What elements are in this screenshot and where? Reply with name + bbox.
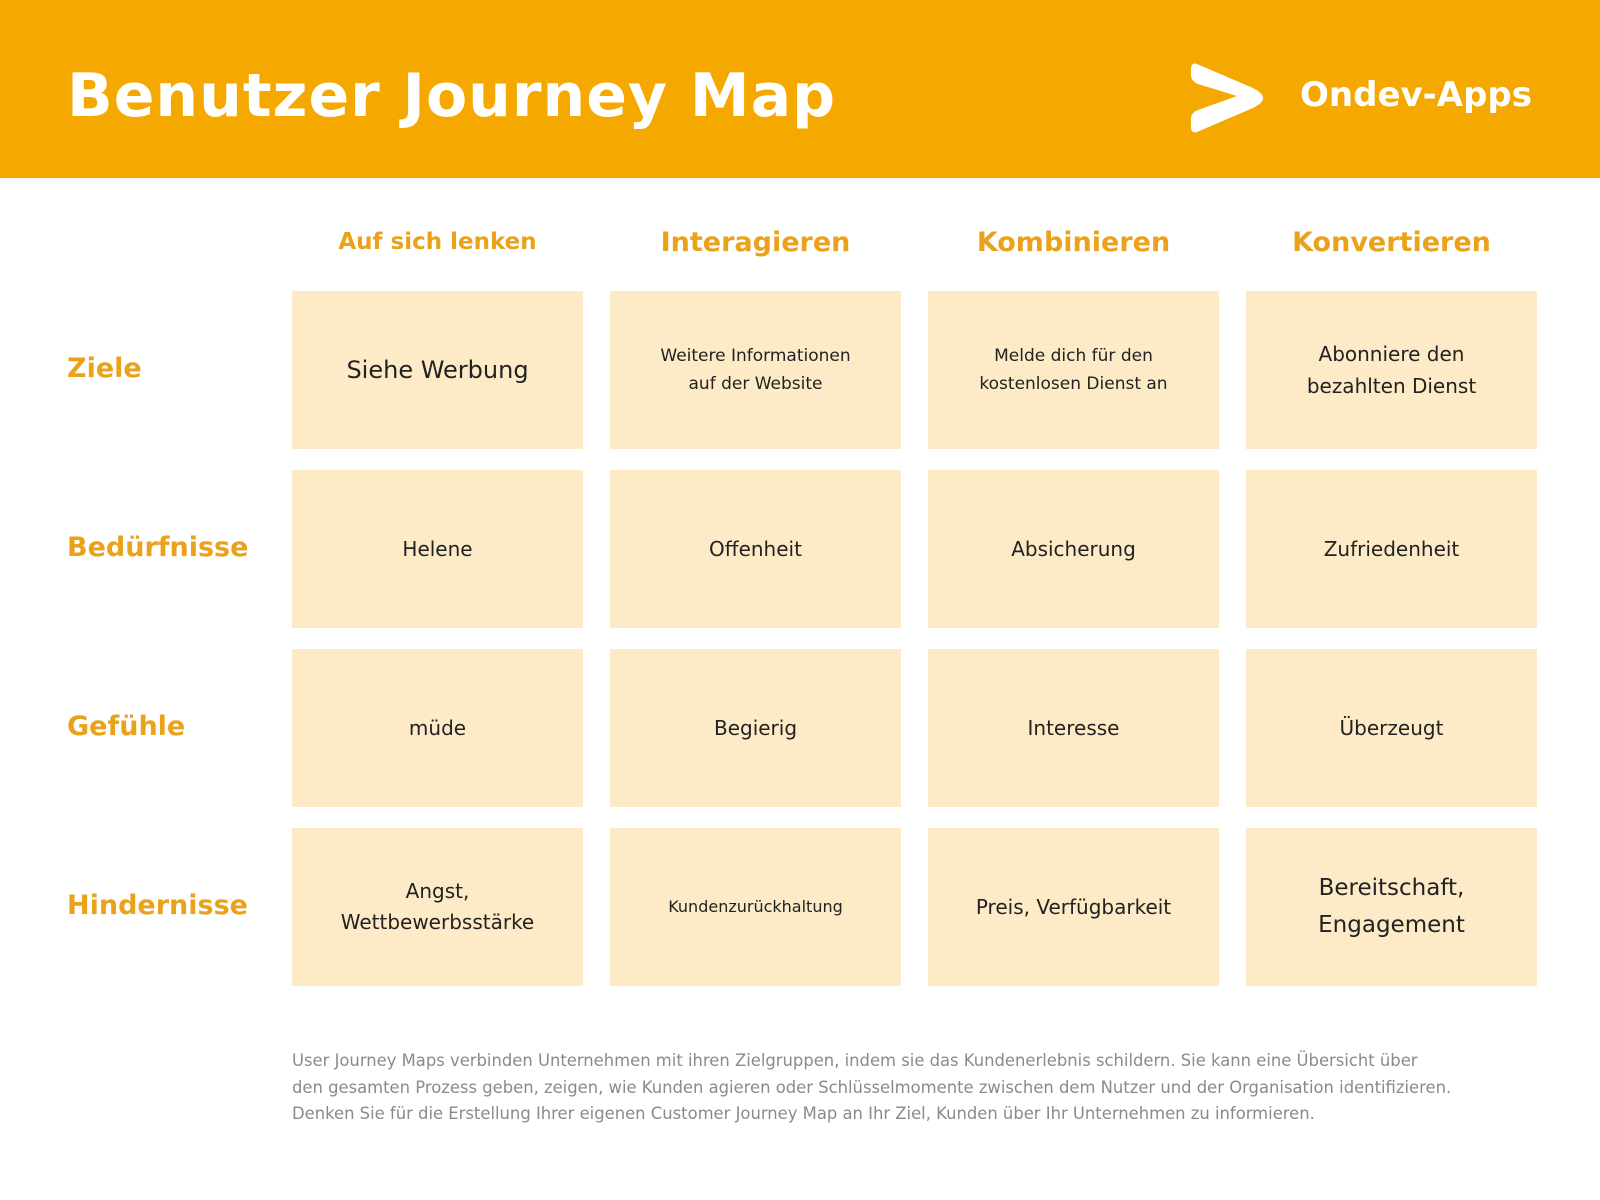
journey-cell-beduerfnisse-interagieren [610,470,901,628]
cell-text-line1: Kundenzurückhaltung [668,897,843,916]
journey-cell-gefuehle-auf-sich-lenken [292,649,583,807]
column-header-interagieren: Interagieren [660,226,851,258]
journey-cell-gefuehle-konvertieren [1246,649,1537,807]
row-header-beduerfnisse: Bedürfnisse [67,531,249,563]
cell-text-line1: Preis, Verfügbarkeit [975,895,1172,919]
footnote-line-2: den gesamten Prozess geben, zeigen, wie Kunden agieren oder Schlüsselmomente zwischen dem Nutzer und der Organisation identifizieren. [292,1077,1452,1097]
column-header-kombinieren: Kombinieren [976,226,1171,258]
journey-cell-beduerfnisse-kombinieren [928,470,1219,628]
cell-text-line1: Melde dich für den [994,346,1153,366]
page-title: Benutzer Journey Map [67,61,837,131]
journey-cell-ziele-kombinieren [928,291,1219,449]
cell-text-line1: müde [408,716,467,740]
cell-text-line1: Absicherung [1011,537,1136,561]
journey-cell-hindernisse-konvertieren [1246,828,1537,986]
cell-text-line1: Angst, [405,879,470,903]
description-footnote [292,1048,1552,1128]
journey-cell-gefuehle-interagieren [610,649,901,807]
journey-cell-ziele-konvertieren [1246,291,1537,449]
brand-name: Ondev-Apps [1300,75,1533,115]
column-header-konvertieren: Konvertieren [1292,226,1491,258]
cell-text-line1: Weitere Informationen [660,346,851,366]
footnote-line-1: User Journey Maps verbinden Unternehmen mit ihren Zielgruppen, indem sie das Kundenerlebnis schildern. Sie kann eine Übersicht über [292,1051,1418,1070]
row-header-hindernisse: Hindernisse [67,889,248,921]
cell-text-line1: Siehe Werbung [346,356,529,384]
header-bar [0,0,1600,178]
footnote-line-3: Denken Sie für die Erstellung Ihrer eigenen Customer Journey Map an Ihr Ziel, Kunden über Ihr Unternehmen zu informieren. [292,1104,1315,1123]
journey-cell-ziele-interagieren [610,291,901,449]
journey-cell-ziele-auf-sich-lenken [292,291,583,449]
journey-cell-beduerfnisse-konvertieren [1246,470,1537,628]
cell-text-line2: kostenlosen Dienst an [979,374,1168,394]
cell-text-line2: bezahlten Dienst [1306,374,1477,398]
cell-text-line1: Überzeugt [1339,716,1444,740]
cell-text-line2: auf der Website [688,374,823,394]
cell-text-line2: Engagement [1318,912,1465,938]
cell-text-line1: Abonniere den [1318,342,1465,366]
journey-cell-hindernisse-kombinieren [928,828,1219,986]
cell-text-line1: Zufriedenheit [1323,537,1460,561]
row-header-gefuehle: Gefühle [67,710,186,742]
cell-text-line1: Begierig [713,716,798,740]
cell-text-line1: Helene [402,537,473,561]
cell-text-line1: Offenheit [709,537,802,561]
journey-cell-gefuehle-kombinieren [928,649,1219,807]
journey-cell-hindernisse-interagieren [610,828,901,986]
journey-cell-hindernisse-auf-sich-lenken [292,828,583,986]
journey-cell-beduerfnisse-auf-sich-lenken [292,470,583,628]
cell-text-line1: Bereitschaft, [1318,875,1465,901]
column-header-auf-sich-lenken: Auf sich lenken [338,229,537,255]
cell-text-line1: Interesse [1027,716,1120,740]
row-header-ziele: Ziele [67,352,142,384]
cell-text-line2: Wettbewerbsstärke [340,910,535,934]
ondev-arrow-logo-icon [1189,58,1265,134]
